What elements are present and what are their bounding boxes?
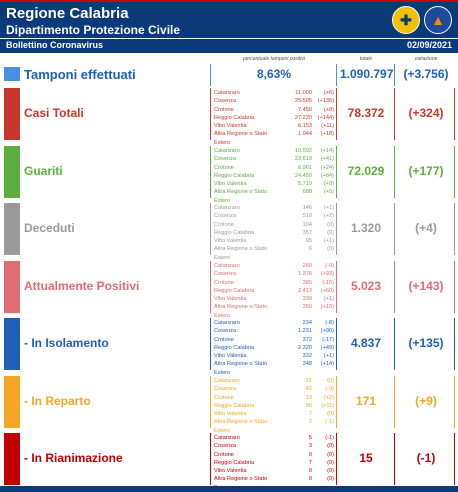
province-delta: (+93) <box>320 271 334 278</box>
page-subtitle: Dipartimento Protezione Civile <box>6 23 181 37</box>
logos <box>392 6 452 34</box>
province-row <box>214 114 334 122</box>
header <box>0 0 458 38</box>
province-row <box>214 262 334 270</box>
divider <box>336 64 337 86</box>
province-name: Catanzaro <box>214 320 240 326</box>
province-row <box>214 360 334 377</box>
province-name: Catanzaro <box>214 205 240 211</box>
province-row <box>214 164 334 172</box>
province-name: Crotone <box>214 336 234 343</box>
province-delta: (0) <box>327 246 334 253</box>
section-casi <box>0 88 458 146</box>
section-accent <box>4 261 20 313</box>
province-row <box>214 130 334 147</box>
province-row <box>214 204 334 212</box>
province-value: 6.961 <box>298 164 312 171</box>
divider <box>454 261 455 313</box>
tamponi-label: Tamponi effettuati <box>24 67 136 82</box>
province-value: 3 <box>308 443 312 450</box>
divider <box>394 64 395 86</box>
province-row <box>214 229 334 237</box>
bulletin-date: 02/09/2021 <box>406 40 452 50</box>
province-row <box>214 221 334 229</box>
province-value: 146 <box>302 205 312 211</box>
province-delta: (+41) <box>320 156 334 163</box>
section-accent <box>4 433 20 485</box>
province-delta: (+2) <box>323 394 334 401</box>
province-name: Cosenza <box>214 271 237 278</box>
province-delta: (+1) <box>323 296 334 303</box>
province-name: Altra Regione o Stato Estero <box>214 304 268 319</box>
section-guariti <box>0 146 458 204</box>
province-row <box>214 344 334 352</box>
province-row <box>214 180 334 188</box>
section-label: - In Rianimazione <box>24 451 123 465</box>
province-name: Cosenza <box>214 443 237 450</box>
province-value: 385 <box>302 279 312 286</box>
tamponi-percent: 8,63% <box>256 67 292 81</box>
divider <box>336 433 337 485</box>
section-label: Guariti <box>24 164 63 178</box>
section-total: 5.023 <box>350 279 382 293</box>
section-variation: (+4) <box>415 221 437 235</box>
divider <box>394 88 395 140</box>
province-name: Catanzaro <box>214 263 240 269</box>
province-row <box>214 295 334 303</box>
province-list <box>214 262 334 320</box>
province-row <box>214 245 334 262</box>
province-list <box>214 204 334 262</box>
province-value: 0 <box>308 476 312 483</box>
section-accent <box>4 203 20 255</box>
section-variation: (+324) <box>408 106 444 120</box>
divider <box>336 318 337 370</box>
province-value: 11.000 <box>295 90 312 96</box>
divider <box>336 376 337 428</box>
province-row <box>214 122 334 130</box>
divider <box>210 433 211 485</box>
province-row <box>214 410 334 418</box>
divider <box>210 261 211 313</box>
province-name: Cosenza <box>214 156 237 163</box>
divider <box>210 146 211 198</box>
province-delta: (+135) <box>317 98 334 105</box>
section-deceduti <box>0 203 458 261</box>
section-accent <box>4 88 20 140</box>
tamponi-accent <box>4 67 20 81</box>
province-list <box>214 319 334 377</box>
province-delta: (+14) <box>320 361 334 368</box>
province-list <box>214 377 334 435</box>
province-name: Reggio Calabria <box>214 459 255 466</box>
footer-bar <box>0 486 458 492</box>
divider <box>394 376 395 428</box>
province-delta: (+11) <box>321 123 334 130</box>
section-isolamento <box>0 318 458 376</box>
province-delta: (0) <box>327 443 334 450</box>
province-delta: (-9) <box>325 263 334 269</box>
province-value: 23.619 <box>294 156 312 163</box>
section-total: 171 <box>355 394 377 408</box>
province-value: 7 <box>308 411 312 418</box>
section-reparto <box>0 376 458 434</box>
province-row <box>214 287 334 295</box>
province-delta: (+11) <box>321 402 334 409</box>
divider <box>454 376 455 428</box>
province-value: 5.719 <box>298 181 312 188</box>
province-value: 260 <box>302 263 312 269</box>
divider <box>394 433 395 485</box>
province-delta: (-3) <box>325 386 334 393</box>
province-value: 348 <box>302 361 312 368</box>
province-name: Altra Regione o Stato Estero <box>214 189 268 204</box>
province-delta: (+1) <box>323 205 334 211</box>
section-total: 78.372 <box>347 106 385 120</box>
province-delta: (+144) <box>317 114 334 121</box>
province-name: Catanzaro <box>214 90 240 96</box>
divider <box>454 146 455 198</box>
section-positivi <box>0 261 458 319</box>
province-row <box>214 459 334 467</box>
province-value: 350 <box>302 304 312 311</box>
province-value: 21 <box>305 378 312 384</box>
calabria-crest-icon: ✚ <box>392 6 420 34</box>
province-delta: (+60) <box>320 287 334 294</box>
divider <box>394 318 395 370</box>
province-delta: (+90) <box>320 328 334 335</box>
province-row <box>214 147 334 155</box>
province-name: Vibo Valentia <box>214 181 247 188</box>
section-label: Deceduti <box>24 221 75 235</box>
section-total: 4.837 <box>350 336 382 350</box>
province-value: 0 <box>308 468 312 475</box>
province-delta: (+13) <box>320 304 334 311</box>
province-row <box>214 352 334 360</box>
page-title: Regione Calabria <box>6 5 129 22</box>
total-caption: totale <box>359 56 373 62</box>
province-value: 5 <box>308 435 312 441</box>
province-name: Altra Regione o Stato Estero <box>214 246 268 261</box>
province-row <box>214 394 334 402</box>
section-variation: (+177) <box>408 164 444 178</box>
province-value: 7 <box>308 459 312 466</box>
section-label: Attualmente Positivi <box>24 279 140 293</box>
province-value: 2.413 <box>298 287 312 294</box>
divider <box>454 88 455 140</box>
province-row <box>214 319 334 327</box>
province-value: 6.153 <box>298 123 312 130</box>
divider <box>454 318 455 370</box>
province-delta: (+5) <box>323 189 334 196</box>
province-name: Vibo Valentia <box>214 123 247 130</box>
divider <box>210 376 211 428</box>
province-row <box>214 377 334 385</box>
section-variation: (+135) <box>408 336 444 350</box>
province-value: 86 <box>305 402 312 409</box>
section-variation: (+143) <box>408 279 444 293</box>
province-name: Vibo Valentia <box>214 238 247 245</box>
section-variation: (+9) <box>415 394 437 408</box>
divider <box>210 88 211 140</box>
province-delta: (+9) <box>323 181 334 188</box>
province-name: Reggio Calabria <box>214 287 255 294</box>
province-value: 10.592 <box>294 148 312 154</box>
tamponi-row <box>0 64 458 86</box>
province-delta: (+84) <box>320 172 334 179</box>
province-delta: (-15) <box>322 279 334 286</box>
province-value: 2 <box>308 419 312 426</box>
province-delta: (-1) <box>325 435 334 441</box>
province-delta: (+2) <box>323 213 334 220</box>
province-name: Cosenza <box>214 213 237 220</box>
divider <box>336 203 337 255</box>
province-name: Vibo Valentia <box>214 353 247 360</box>
province-row <box>214 237 334 245</box>
province-value: 95 <box>305 238 312 245</box>
province-row <box>214 212 334 220</box>
divider <box>394 203 395 255</box>
province-row <box>214 172 334 180</box>
province-name: Reggio Calabria <box>214 402 255 409</box>
province-name: Vibo Valentia <box>214 411 247 418</box>
divider <box>210 318 211 370</box>
province-name: Catanzaro <box>214 148 240 154</box>
province-value: 1.044 <box>298 131 312 138</box>
province-delta: (+6) <box>323 90 334 96</box>
province-delta: (0) <box>327 451 334 458</box>
section-accent <box>4 146 20 198</box>
province-delta: (0) <box>327 229 334 236</box>
province-name: Reggio Calabria <box>214 172 255 179</box>
province-name: Altra Regione o Stato <box>214 476 268 483</box>
province-list <box>214 89 334 147</box>
province-value: 42 <box>305 386 312 393</box>
province-delta: (+9) <box>323 106 334 113</box>
province-name: Crotone <box>214 451 234 458</box>
province-row <box>214 327 334 335</box>
province-list <box>214 434 334 492</box>
divider <box>210 203 211 255</box>
divider <box>454 203 455 255</box>
section-variation: (-1) <box>416 451 436 465</box>
province-name: Catanzaro <box>214 435 240 441</box>
province-value: 1.376 <box>298 271 312 278</box>
section-label: Casi Totali <box>24 106 84 120</box>
province-row <box>214 467 334 475</box>
province-value: 234 <box>302 320 312 326</box>
province-delta: (+14) <box>320 148 334 154</box>
province-name: Altra Regione o Stato Estero <box>214 131 268 146</box>
province-delta: (-1) <box>325 419 334 426</box>
percent-caption: percentuale tamponi positivi <box>243 56 305 62</box>
province-name: Cosenza <box>214 328 237 335</box>
province-delta: (0) <box>327 459 334 466</box>
province-value: 2.320 <box>298 344 312 351</box>
province-name: Crotone <box>214 106 234 113</box>
province-name: Reggio Calabria <box>214 344 255 351</box>
province-row <box>214 270 334 278</box>
province-name: Vibo Valentia <box>214 296 247 303</box>
section-total: 1.320 <box>350 221 382 235</box>
province-name: Catanzaro <box>214 378 240 384</box>
province-value: 6 <box>308 246 312 253</box>
province-row <box>214 336 334 344</box>
bulletin-label: Bollettino Coronavirus <box>6 40 104 50</box>
divider <box>394 146 395 198</box>
tamponi-total: 1.090.797 <box>340 67 394 81</box>
province-row <box>214 106 334 114</box>
section-total: 72.029 <box>347 164 385 178</box>
province-delta: (+1) <box>323 238 334 245</box>
province-row <box>214 402 334 410</box>
province-value: 332 <box>302 353 312 360</box>
province-value: 357 <box>302 229 312 236</box>
province-list <box>214 147 334 205</box>
province-row <box>214 155 334 163</box>
province-name: Altra Regione o Stato Estero <box>214 419 268 434</box>
province-name: Crotone <box>214 394 234 401</box>
province-row <box>214 451 334 459</box>
province-delta: (+49) <box>320 344 334 351</box>
divider <box>336 261 337 313</box>
province-delta: (0) <box>327 476 334 483</box>
province-value: 1.231 <box>298 328 312 335</box>
province-value: 372 <box>302 336 312 343</box>
province-name: Vibo Valentia <box>214 468 247 475</box>
province-row <box>214 385 334 393</box>
province-value: 688 <box>302 189 312 196</box>
divider <box>336 146 337 198</box>
province-row <box>214 279 334 287</box>
province-row <box>214 434 334 442</box>
section-accent <box>4 318 20 370</box>
province-delta: (0) <box>327 378 334 384</box>
province-delta: (-8) <box>325 320 334 326</box>
province-delta: (+18) <box>320 131 334 138</box>
province-value: 13 <box>305 394 312 401</box>
province-value: 339 <box>302 296 312 303</box>
province-value: 25.505 <box>294 98 312 105</box>
province-value: 0 <box>308 451 312 458</box>
province-row <box>214 89 334 97</box>
province-name: Altra Regione o Stato Estero <box>214 361 268 376</box>
divider <box>454 433 455 485</box>
section-total: 15 <box>359 451 373 465</box>
province-row <box>214 442 334 450</box>
variation-caption: variazione <box>414 56 438 62</box>
divider <box>336 88 337 140</box>
tamponi-variation: (+3.756) <box>403 67 449 81</box>
province-name: Crotone <box>214 279 234 286</box>
province-value: 27.220 <box>294 114 312 121</box>
province-delta: (0) <box>327 221 334 228</box>
province-value: 7.450 <box>298 106 312 113</box>
province-value: 510 <box>302 213 312 220</box>
province-name: Crotone <box>214 221 234 228</box>
bulletin-bar <box>0 38 458 53</box>
section-rianimazione <box>0 433 458 485</box>
section-label: - In Reparto <box>24 394 91 408</box>
province-name: Cosenza <box>214 386 237 393</box>
province-delta: (+24) <box>320 164 334 171</box>
province-name: Crotone <box>214 164 234 171</box>
province-delta: (0) <box>327 411 334 418</box>
province-name: Reggio Calabria <box>214 114 255 121</box>
province-delta: (+1) <box>323 353 334 360</box>
section-accent <box>4 376 20 428</box>
province-name: Cosenza <box>214 98 237 105</box>
province-value: 24.450 <box>294 172 312 179</box>
province-value: 104 <box>302 221 312 228</box>
province-delta: (0) <box>327 468 334 475</box>
province-name: Reggio Calabria <box>214 229 255 236</box>
section-label: - In Isolamento <box>24 336 109 350</box>
protezione-civile-icon: ▲ <box>424 6 452 34</box>
divider <box>394 261 395 313</box>
province-row <box>214 97 334 105</box>
province-delta: (-17) <box>322 336 334 343</box>
divider <box>210 64 211 86</box>
